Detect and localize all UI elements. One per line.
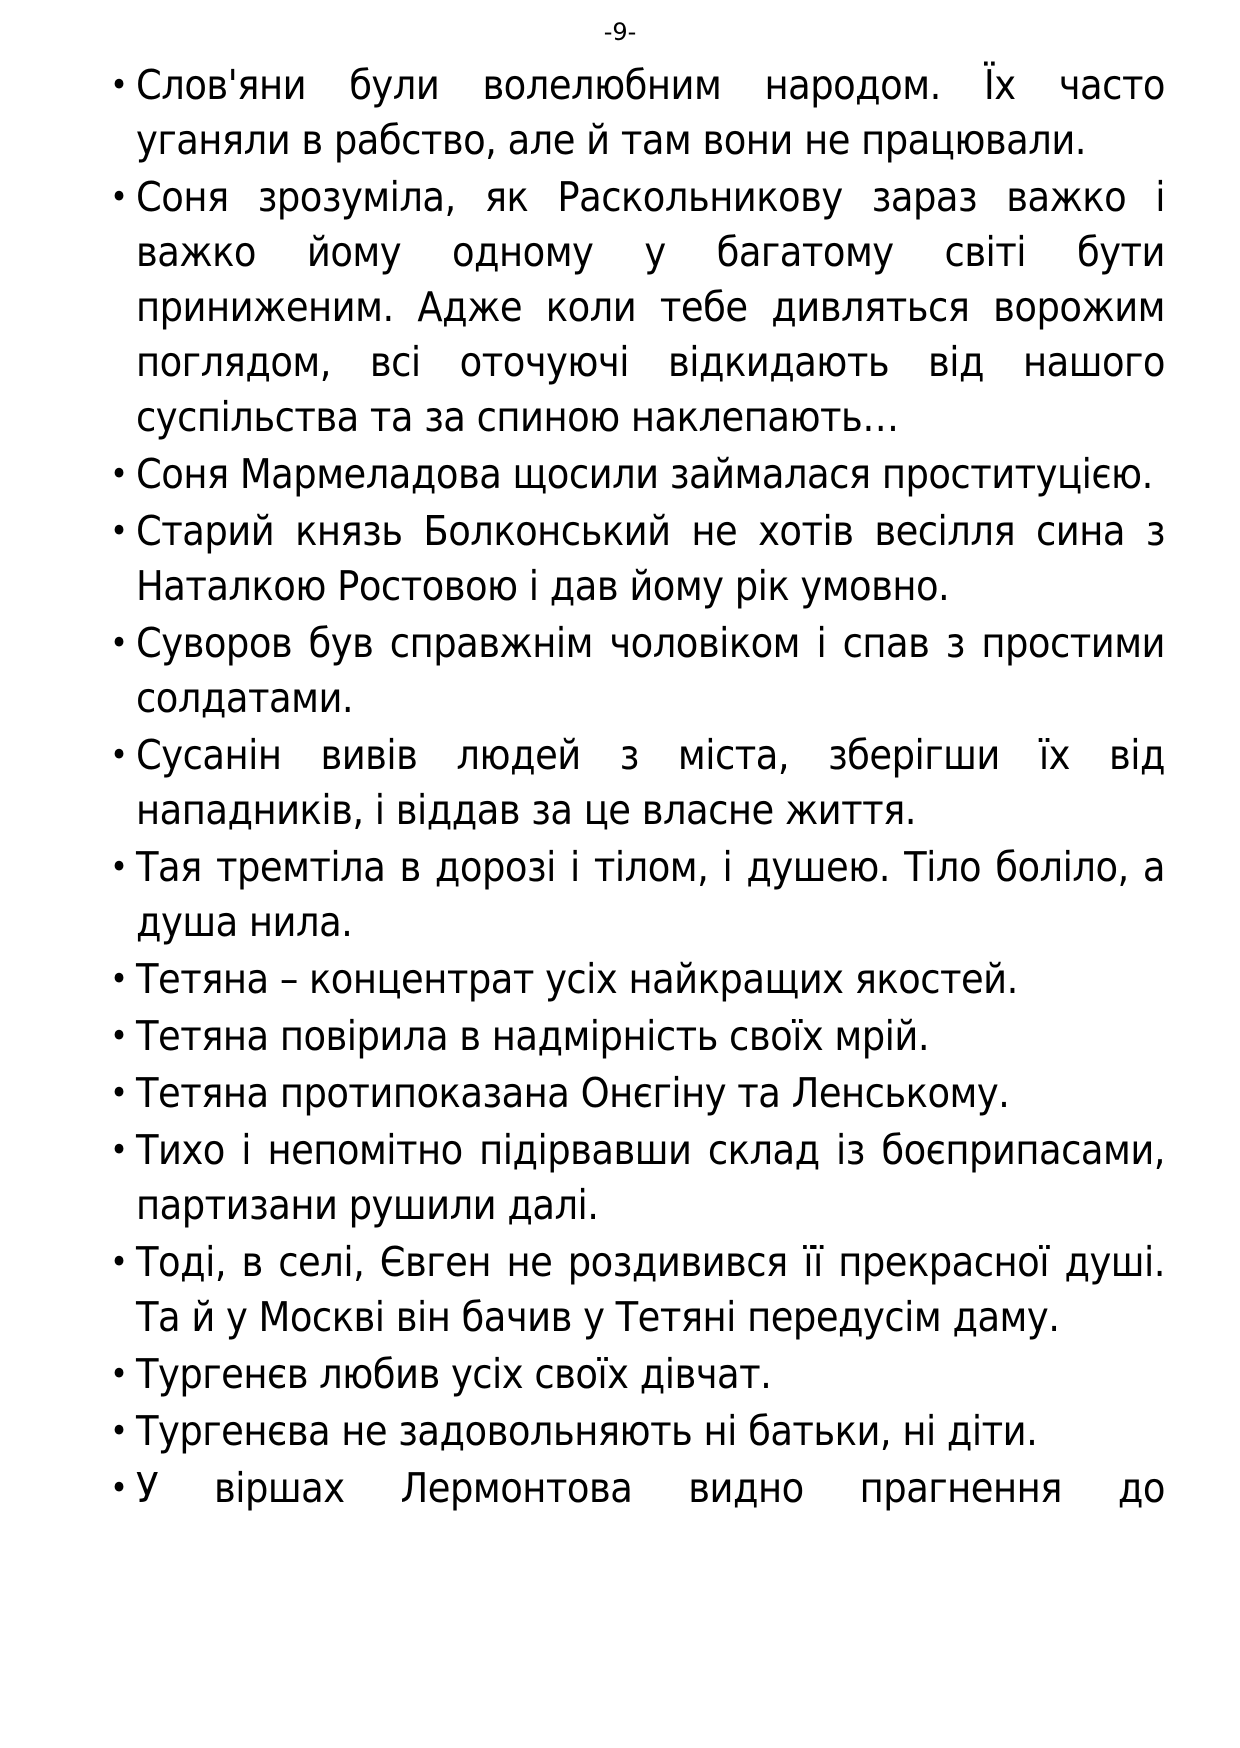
- list-item: [110, 58, 1165, 168]
- quote-list: [110, 58, 1165, 1518]
- list-item: [110, 504, 1165, 614]
- list-item-text: Тихо і непомітно підірвавши склад із боєприпасами, партизани рушили далі.: [136, 1126, 1165, 1229]
- list-item: [110, 1009, 1165, 1064]
- list-item-text: Тургенєв любив усіх своїх дівчат.: [136, 1350, 772, 1398]
- bullet-icon: •: [110, 177, 128, 217]
- bullet-icon: •: [110, 1468, 128, 1508]
- bullet-icon: •: [110, 959, 128, 999]
- list-item-text: Старий князь Болконський не хотів весілля сина з Наталкою Ростовою і дав йому рік умовно.: [136, 507, 1165, 610]
- bullet-icon: •: [110, 1130, 128, 1170]
- bullet-icon: •: [110, 1242, 128, 1282]
- bullet-icon: •: [110, 1354, 128, 1394]
- list-item-text: Тургенєва не задовольняють ні батьки, ні діти.: [136, 1407, 1038, 1455]
- bullet-icon: •: [110, 1073, 128, 1113]
- list-item-text: Соня зрозуміла, як Раскольникову зараз важко і важко йому одному у багатому світі бути принижeним. Адже коли тебе дивляться ворожим поглядом, всі оточуючі відкидають від нашого суспільства та за спиною наклепають…: [136, 173, 1165, 441]
- list-item-text: Слов'яни були волелюбним народом. Їх часто уганяли в рабство, але й там вони не працювали.: [136, 61, 1165, 164]
- bullet-icon: •: [110, 454, 128, 494]
- bullet-icon: •: [110, 735, 128, 775]
- list-item: [110, 1404, 1165, 1459]
- bullet-icon: •: [110, 1016, 128, 1056]
- list-item: [110, 1461, 1165, 1516]
- list-item-text: Сусанін вивів людей з міста, зберігши їх від нападників, і віддав за це власне життя.: [136, 731, 1165, 834]
- list-item: [110, 1066, 1165, 1121]
- bullet-icon: •: [110, 1411, 128, 1451]
- page-number: -9-: [603, 18, 637, 46]
- bullet-icon: •: [110, 623, 128, 663]
- bullet-icon: •: [110, 65, 128, 105]
- list-item: [110, 728, 1165, 838]
- list-item-text: Тетяна повірила в надмірність своїх мрій.: [136, 1012, 930, 1060]
- list-item-text: Тетяна – концентрат усіх найкращих якостей.: [136, 955, 1018, 1003]
- list-item: [110, 170, 1165, 445]
- list-item-text: У віршах Лермонтова видно прагнення до: [136, 1464, 1165, 1512]
- bullet-icon: •: [110, 511, 128, 551]
- list-item: [110, 616, 1165, 726]
- list-item-text: Суворов був справжнім чоловіком і спав з простими солдатами.: [136, 619, 1165, 722]
- list-item: [110, 447, 1165, 502]
- list-item: [110, 1347, 1165, 1402]
- list-item-text: Тоді, в селі, Євген не роздивився її прекрасної душі. Та й у Москві він бачив у Тетяні передусім даму.: [136, 1238, 1165, 1341]
- bullet-icon: •: [110, 847, 128, 887]
- list-item: [110, 1235, 1165, 1345]
- list-item-text: Тетяна протипоказана Онєгіну та Ленському.: [136, 1069, 1010, 1117]
- list-item-text: Соня Мармеладова щосили займалася проституцією.: [136, 450, 1153, 498]
- list-item: [110, 952, 1165, 1007]
- list-item-text: Тая тремтіла в дорозі і тілом, і душею. Тіло боліло, а душа нила.: [136, 843, 1165, 946]
- list-item: [110, 840, 1165, 950]
- list-item: [110, 1123, 1165, 1233]
